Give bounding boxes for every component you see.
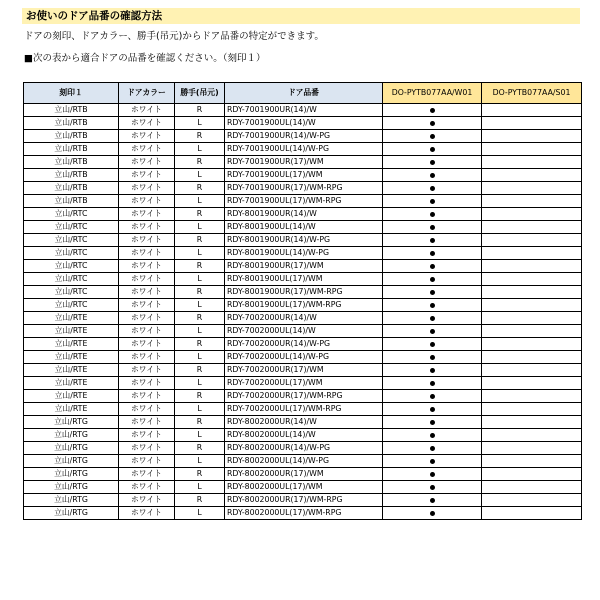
cell-mark: 立山/RTB [24,143,119,156]
cell-mark: 立山/RTG [24,507,119,520]
cell-w01 [383,260,482,273]
cell-s01 [482,260,582,273]
cell-s01 [482,156,582,169]
cell-door-model: RDY-7002000UL(17)/WM-RPG [225,403,383,416]
cell-w01 [383,364,482,377]
table-row [24,312,582,325]
compatible-mark [430,238,435,243]
cell-hand: L [175,117,225,130]
header-variant-s01: DO-PYTB077AA/S01 [482,83,582,104]
cell-hand: L [175,247,225,260]
cell-door-color: ホワイト [119,286,175,299]
table-row [24,351,582,364]
cell-s01 [482,481,582,494]
cell-w01 [383,494,482,507]
cell-door-model: RDY-8001900UL(17)/WM [225,273,383,286]
compatible-mark [430,303,435,308]
cell-s01 [482,507,582,520]
cell-w01 [383,325,482,338]
cell-mark: 立山/RTG [24,494,119,507]
cell-w01 [383,143,482,156]
cell-door-color: ホワイト [119,390,175,403]
cell-hand: R [175,286,225,299]
cell-w01 [383,468,482,481]
cell-s01 [482,208,582,221]
compatible-mark [430,160,435,165]
cell-s01 [482,247,582,260]
cell-door-color: ホワイト [119,117,175,130]
table-row [24,481,582,494]
cell-mark: 立山/RTB [24,169,119,182]
cell-hand: L [175,143,225,156]
cell-mark: 立山/RTC [24,273,119,286]
table-row [24,455,582,468]
cell-door-model: RDY-8001900UR(14)/W [225,208,383,221]
header-variant-w01: DO-PYTB077AA/W01 [383,83,482,104]
compatible-mark [430,108,435,113]
table-row [24,286,582,299]
cell-door-model: RDY-8001900UL(14)/W [225,221,383,234]
compatible-mark [430,355,435,360]
cell-hand: L [175,221,225,234]
cell-w01 [383,247,482,260]
compatible-mark [430,511,435,516]
compatible-mark [430,485,435,490]
cell-mark: 立山/RTB [24,182,119,195]
cell-door-color: ホワイト [119,156,175,169]
cell-mark: 立山/RTC [24,260,119,273]
cell-s01 [482,429,582,442]
cell-w01 [383,481,482,494]
intro-text: ドアの刻印、ドアカラー、勝手(吊元)からドア品番の特定ができます。 [24,31,324,42]
cell-door-color: ホワイト [119,299,175,312]
cell-door-color: ホワイト [119,442,175,455]
cell-door-model: RDY-8002000UR(17)/WM [225,468,383,481]
cell-mark: 立山/RTE [24,364,119,377]
cell-hand: L [175,455,225,468]
table-row [24,104,582,117]
compatible-mark [430,472,435,477]
cell-door-model: RDY-7002000UR(14)/W [225,312,383,325]
cell-door-color: ホワイト [119,208,175,221]
compatible-mark [430,446,435,451]
cell-hand: L [175,299,225,312]
cell-w01 [383,377,482,390]
cell-mark: 立山/RTC [24,234,119,247]
cell-s01 [482,416,582,429]
cell-w01 [383,130,482,143]
table-row [24,234,582,247]
cell-door-model: RDY-7001900UR(17)/WM-RPG [225,182,383,195]
table-row [24,325,582,338]
cell-w01 [383,299,482,312]
cell-w01 [383,403,482,416]
cell-hand: L [175,403,225,416]
cell-hand: L [175,273,225,286]
cell-hand: L [175,429,225,442]
cell-door-color: ホワイト [119,169,175,182]
cell-door-model: RDY-7001900UL(14)/W-PG [225,143,383,156]
cell-mark: 立山/RTG [24,468,119,481]
cell-w01 [383,104,482,117]
cell-door-color: ホワイト [119,273,175,286]
table-row [24,364,582,377]
cell-s01 [482,234,582,247]
cell-door-model: RDY-7002000UL(17)/WM [225,377,383,390]
table-row [24,429,582,442]
cell-s01 [482,312,582,325]
table-row [24,338,582,351]
cell-hand: L [175,325,225,338]
table-row [24,117,582,130]
compatible-mark [430,225,435,230]
cell-s01 [482,273,582,286]
cell-s01 [482,390,582,403]
cell-door-color: ホワイト [119,507,175,520]
cell-w01 [383,312,482,325]
cell-hand: L [175,481,225,494]
cell-door-model: RDY-8001900UR(14)/W-PG [225,234,383,247]
page-heading: お使いのドア品番の確認方法 [22,8,580,24]
cell-w01 [383,442,482,455]
cell-s01 [482,442,582,455]
cell-mark: 立山/RTB [24,156,119,169]
cell-s01 [482,221,582,234]
cell-door-color: ホワイト [119,234,175,247]
table-row [24,182,582,195]
cell-door-color: ホワイト [119,325,175,338]
table-header-row [24,83,582,104]
compatible-mark [430,173,435,178]
cell-door-color: ホワイト [119,338,175,351]
cell-door-model: RDY-8001900UL(17)/WM-RPG [225,299,383,312]
cell-s01 [482,338,582,351]
cell-hand: R [175,416,225,429]
cell-hand: R [175,156,225,169]
cell-w01 [383,455,482,468]
cell-door-model: RDY-8002000UR(17)/WM-RPG [225,494,383,507]
cell-door-model: RDY-8002000UR(14)/W [225,416,383,429]
header-hand: 勝手(吊元) [175,83,225,104]
cell-mark: 立山/RTE [24,403,119,416]
compatible-mark [430,407,435,412]
cell-door-color: ホワイト [119,429,175,442]
cell-w01 [383,429,482,442]
cell-w01 [383,273,482,286]
table-row [24,403,582,416]
cell-door-color: ホワイト [119,455,175,468]
cell-door-color: ホワイト [119,312,175,325]
cell-w01 [383,221,482,234]
cell-door-color: ホワイト [119,260,175,273]
cell-door-model: RDY-7001900UL(17)/WM-RPG [225,195,383,208]
cell-door-color: ホワイト [119,468,175,481]
compatible-mark [430,199,435,204]
cell-hand: R [175,104,225,117]
table-row [24,208,582,221]
cell-hand: L [175,169,225,182]
cell-door-model: RDY-7002000UR(14)/W-PG [225,338,383,351]
table-body [24,104,582,520]
cell-door-model: RDY-7002000UL(14)/W-PG [225,351,383,364]
instruction-text: ■次の表から適合ドアの品番を確認ください。（刻印１） [24,53,266,64]
cell-hand: R [175,208,225,221]
cell-s01 [482,468,582,481]
cell-door-model: RDY-7002000UL(14)/W [225,325,383,338]
cell-s01 [482,286,582,299]
cell-hand: L [175,377,225,390]
cell-s01 [482,169,582,182]
compatible-mark [430,290,435,295]
cell-hand: L [175,351,225,364]
compatible-mark [430,251,435,256]
cell-door-model: RDY-7001900UR(14)/W [225,104,383,117]
cell-s01 [482,377,582,390]
compatible-mark [430,394,435,399]
cell-mark: 立山/RTE [24,325,119,338]
cell-w01 [383,182,482,195]
compatible-mark [430,381,435,386]
cell-door-model: RDY-8002000UL(14)/W-PG [225,455,383,468]
cell-w01 [383,234,482,247]
cell-s01 [482,403,582,416]
cell-w01 [383,351,482,364]
cell-door-color: ホワイト [119,130,175,143]
cell-s01 [482,117,582,130]
cell-mark: 立山/RTE [24,351,119,364]
table-row [24,416,582,429]
cell-s01 [482,299,582,312]
compatible-mark [430,121,435,126]
table-row [24,169,582,182]
compatible-mark [430,420,435,425]
table-row [24,195,582,208]
header-mark: 刻印１ [24,83,119,104]
door-compatibility-table [23,82,582,520]
cell-door-color: ホワイト [119,416,175,429]
cell-s01 [482,143,582,156]
cell-hand: R [175,182,225,195]
cell-mark: 立山/RTC [24,286,119,299]
table-row [24,507,582,520]
table-row [24,390,582,403]
cell-door-model: RDY-7002000UR(17)/WM [225,364,383,377]
cell-door-model: RDY-8001900UR(17)/WM [225,260,383,273]
compatible-mark [430,342,435,347]
compatible-mark [430,186,435,191]
cell-mark: 立山/RTE [24,377,119,390]
cell-door-model: RDY-7002000UR(17)/WM-RPG [225,390,383,403]
cell-door-color: ホワイト [119,377,175,390]
compatible-mark [430,498,435,503]
cell-s01 [482,455,582,468]
compatible-mark [430,147,435,152]
header-door-color: ドアカラー [119,83,175,104]
cell-mark: 立山/RTE [24,338,119,351]
cell-hand: L [175,507,225,520]
cell-mark: 立山/RTG [24,481,119,494]
cell-s01 [482,182,582,195]
cell-mark: 立山/RTC [24,247,119,260]
compatible-mark [430,264,435,269]
compatible-mark [430,277,435,282]
cell-door-model: RDY-8002000UL(17)/WM-RPG [225,507,383,520]
cell-door-color: ホワイト [119,182,175,195]
cell-mark: 立山/RTG [24,455,119,468]
cell-mark: 立山/RTC [24,221,119,234]
cell-door-color: ホワイト [119,104,175,117]
cell-door-model: RDY-8002000UL(17)/WM [225,481,383,494]
cell-mark: 立山/RTG [24,429,119,442]
cell-s01 [482,494,582,507]
cell-mark: 立山/RTB [24,117,119,130]
table-row [24,247,582,260]
cell-mark: 立山/RTE [24,390,119,403]
cell-w01 [383,286,482,299]
cell-door-color: ホワイト [119,481,175,494]
cell-hand: R [175,494,225,507]
cell-hand: R [175,468,225,481]
cell-mark: 立山/RTB [24,195,119,208]
cell-hand: R [175,130,225,143]
compatible-mark [430,329,435,334]
cell-mark: 立山/RTB [24,104,119,117]
cell-w01 [383,208,482,221]
cell-w01 [383,117,482,130]
table-row [24,130,582,143]
cell-door-model: RDY-8001900UL(14)/W-PG [225,247,383,260]
cell-s01 [482,351,582,364]
table-row [24,156,582,169]
cell-s01 [482,364,582,377]
cell-door-color: ホワイト [119,351,175,364]
cell-door-color: ホワイト [119,403,175,416]
cell-hand: R [175,260,225,273]
cell-door-color: ホワイト [119,143,175,156]
cell-door-model: RDY-8001900UR(17)/WM-RPG [225,286,383,299]
compatible-mark [430,134,435,139]
cell-w01 [383,416,482,429]
cell-w01 [383,338,482,351]
table-row [24,273,582,286]
cell-w01 [383,507,482,520]
cell-door-model: RDY-7001900UR(17)/WM [225,156,383,169]
cell-w01 [383,156,482,169]
cell-door-model: RDY-7001900UL(17)/WM [225,169,383,182]
table-row [24,143,582,156]
cell-w01 [383,390,482,403]
cell-hand: R [175,364,225,377]
cell-hand: R [175,338,225,351]
cell-w01 [383,169,482,182]
cell-w01 [383,195,482,208]
cell-hand: R [175,442,225,455]
cell-mark: 立山/RTC [24,208,119,221]
cell-mark: 立山/RTG [24,416,119,429]
cell-s01 [482,104,582,117]
cell-door-color: ホワイト [119,221,175,234]
cell-mark: 立山/RTG [24,442,119,455]
table-row [24,442,582,455]
cell-mark: 立山/RTB [24,130,119,143]
cell-door-model: RDY-7001900UL(14)/W [225,117,383,130]
cell-s01 [482,130,582,143]
cell-hand: R [175,234,225,247]
cell-door-color: ホワイト [119,364,175,377]
cell-mark: 立山/RTC [24,299,119,312]
header-door-model: ドア品番 [225,83,383,104]
table-row [24,221,582,234]
compatible-mark [430,433,435,438]
compatible-mark [430,316,435,321]
cell-door-color: ホワイト [119,247,175,260]
cell-hand: L [175,195,225,208]
compatible-mark [430,368,435,373]
table-row [24,260,582,273]
cell-hand: R [175,312,225,325]
cell-mark: 立山/RTE [24,312,119,325]
cell-door-color: ホワイト [119,195,175,208]
compatible-mark [430,459,435,464]
cell-door-model: RDY-7001900UR(14)/W-PG [225,130,383,143]
cell-s01 [482,325,582,338]
cell-s01 [482,195,582,208]
table-row [24,494,582,507]
cell-door-model: RDY-8002000UR(14)/W-PG [225,442,383,455]
table-row [24,377,582,390]
compatible-mark [430,212,435,217]
table-row [24,299,582,312]
table-row [24,468,582,481]
cell-door-color: ホワイト [119,494,175,507]
cell-door-model: RDY-8002000UL(14)/W [225,429,383,442]
cell-hand: R [175,390,225,403]
